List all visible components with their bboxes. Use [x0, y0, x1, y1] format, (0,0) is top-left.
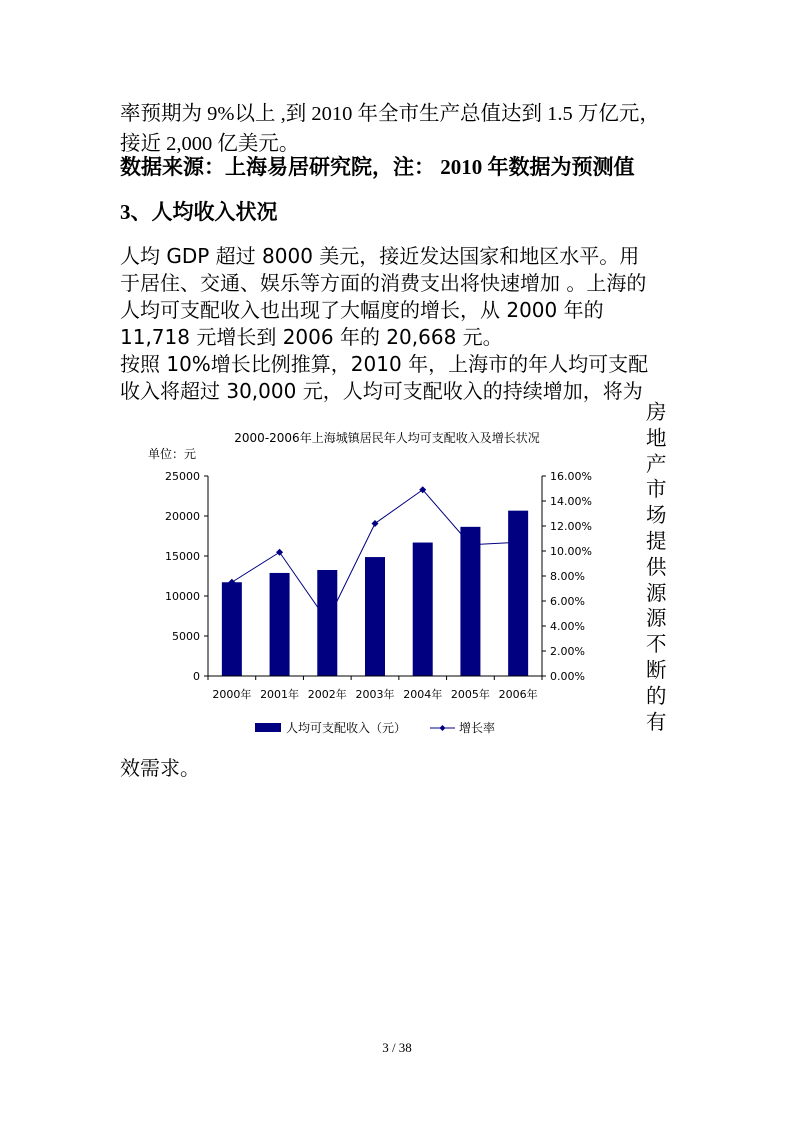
- x-tick-label-4: 2004年: [403, 688, 443, 701]
- y2-tick-label-6: 12.00%: [550, 520, 592, 533]
- y2-tick-label-0: 0.00%: [550, 670, 585, 683]
- legend-swatch-bar: [255, 723, 281, 732]
- body-line-5: 按照 10%增长比例推算，2010 年，上海市的年人均可支配: [120, 352, 649, 376]
- y2-tick-label-5: 10.00%: [550, 545, 592, 558]
- legend-label-growth: 增长率: [459, 721, 496, 735]
- x-tick-label-5: 2005年: [450, 688, 490, 701]
- body-line-2: 于居住、交通、娱乐等方面的消费支出将快速增加 。上海的: [120, 271, 647, 295]
- y2-tick-label-4: 8.00%: [550, 570, 585, 583]
- body-line-4: 11,718 元增长到 2006 年的 20,668 元。: [120, 325, 503, 349]
- growth-point-3: [372, 520, 379, 527]
- intro-line-1: 率预期为 9%以上 ,到 2010 年全市生产总值达到 1.5 万亿元，: [120, 103, 660, 125]
- y2-tick-label-1: 2.00%: [550, 645, 585, 658]
- page-indicator: 3 / 38: [382, 1040, 412, 1055]
- income-growth-chart: [140, 424, 620, 744]
- legend-swatch-marker: [440, 725, 446, 731]
- wrapped-vertical-text: 房地产市场提供源源不断的有: [646, 400, 667, 734]
- y-tick-label-5: 25000: [165, 470, 200, 483]
- bar-6: [508, 511, 528, 676]
- intro-line-2: 接近 2,000 亿美元。: [120, 133, 300, 155]
- x-tick-label-2: 2002年: [307, 688, 347, 701]
- tail-text: 效需求。: [120, 756, 200, 780]
- y2-tick-label-3: 6.00%: [550, 595, 585, 608]
- bar-4: [413, 543, 433, 676]
- x-tick-label-0: 2000年: [212, 688, 252, 701]
- y-tick-label-0: 0: [193, 670, 200, 683]
- body-line-1: 人均 GDP 超过 8000 美元，接近发达国家和地区水平。用: [120, 244, 640, 268]
- bar-0: [222, 582, 242, 676]
- y2-tick-label-8: 16.00%: [550, 470, 592, 483]
- section-heading: 3、人均收入状况: [120, 200, 278, 224]
- x-tick-label-3: 2003年: [355, 688, 395, 701]
- bar-5: [460, 527, 480, 676]
- bar-1: [270, 573, 290, 676]
- x-tick-label-1: 2001年: [260, 688, 300, 701]
- unit-label: 单位：元: [148, 447, 197, 461]
- source-note: 数据来源：上海易居研究院，注： 2010 年数据为预测值: [120, 155, 635, 179]
- y-tick-label-1: 5000: [172, 630, 200, 643]
- y2-tick-label-7: 14.00%: [550, 495, 592, 508]
- y-tick-label-3: 15000: [165, 550, 200, 563]
- bar-3: [365, 557, 385, 676]
- x-tick-label-6: 2006年: [498, 688, 538, 701]
- y2-tick-label-2: 4.00%: [550, 620, 585, 633]
- chart-title: 2000-2006年上海城镇居民年人均可支配收入及增长状况: [234, 431, 540, 445]
- body-line-6: 收入将超过 30,000 元，人均可支配收入的持续增加，将为: [120, 379, 643, 403]
- y-tick-label-2: 10000: [165, 590, 200, 603]
- body-line-3: 人均可支配收入也出现了大幅度的增长，从 2000 年的: [120, 298, 604, 322]
- growth-point-1: [276, 549, 283, 556]
- legend-label-income: 人均可支配收入（元）: [286, 721, 407, 735]
- y-tick-label-4: 20000: [165, 510, 200, 523]
